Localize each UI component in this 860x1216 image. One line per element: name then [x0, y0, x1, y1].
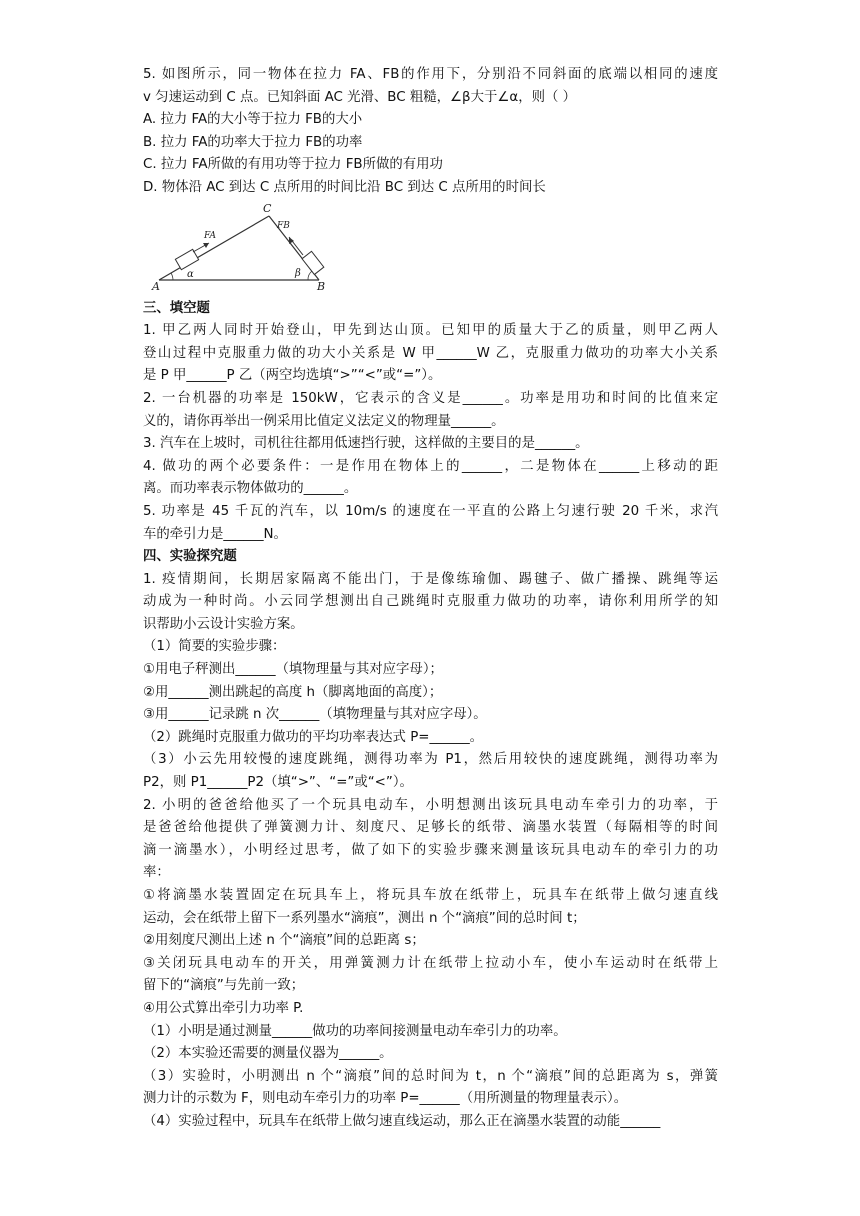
s4-q1-step3-line2: P2，则 P1______P2（填“>”、“=”或“<”）。	[143, 775, 413, 791]
s4-q2-step3-line1: ③关闭玩具电动车的开关，用弹簧测力计在纸带上拉动小车，使小车运动时在纸带上	[143, 955, 718, 971]
s4-q2-step1-line2: 运动，会在纸带上留下一系列墨水“滴痕”，测出 n 个“滴痕”间的总时间 t；	[143, 910, 586, 926]
s4-q1-line3: 识帮助小云设计实验方案。	[143, 616, 304, 632]
s3-q5-line2: 车的牵引力是______N。	[143, 526, 287, 542]
q5-option-d: D. 物体沿 AC 到达 C 点所用的时间比沿 BC 到达 C 点所用的时间长	[143, 179, 546, 195]
q5-stem-line1: 5. 如图所示，同一物体在拉力 FA、FB的作用下，分别沿不同斜面的底端以相同的速度	[143, 67, 718, 82]
s4-q1-step1b: ②用______测出跳起的高度 h（脚离地面的高度）；	[143, 684, 443, 700]
s4-q2-step3-line2: 留下的“滴痕”与先前一致；	[143, 978, 305, 994]
s3-q3-line1: 3. 汽车在上坡时，司机往往都用低速挡行驶，这样做的主要目的是______。	[143, 436, 589, 452]
s3-q4-line2: 离。而功率表示物体做功的______。	[143, 481, 358, 497]
s4-q2-part3-line1: （3）实验时，小明测出 n 个“滴痕”间的总时间为 t，n 个“滴痕”间的总距离为 s，弹簧	[143, 1068, 718, 1084]
s4-q1-step1: （1）简要的实验步骤：	[143, 639, 286, 655]
q5-option-a: A. 拉力 FA的大小等于拉力 FB的大小	[143, 112, 363, 128]
s4-q1-line1: 1. 疫情期间，长期居家隔离不能出门，于是像练瑜伽、踢毽子、做广播操、跳绳等运	[143, 571, 718, 587]
s3-q1-line1: 1. 甲乙两人同时开始登山，甲先到达山顶。已知甲的质量大于乙的质量，则甲乙两人	[143, 323, 718, 339]
s4-q2-line4: 率：	[143, 865, 170, 881]
s4-q2-part2: （2）本实验还需要的测量仪器为______。	[143, 1046, 393, 1062]
label-fa: FA	[204, 230, 216, 241]
s4-q2-part4: （4）实验过程中，玩具车在纸带上做匀速直线运动，那么正在滴墨水装置的动能______	[143, 1113, 661, 1129]
s4-q1-step2: （2）跳绳时克服重力做功的平均功率表达式 P=______。	[143, 729, 484, 745]
s4-q1-step3-line1: （3）小云先用较慢的速度跳绳，测得功率为 P1，然后用较快的速度跳绳，测得功率为	[143, 752, 718, 768]
s3-q2-line2: 义的，请你再举出一例采用比值定义法定义的物理量______。	[143, 413, 505, 429]
block-on-bc	[302, 251, 324, 274]
s4-q2-line2: 是爸爸给他提供了弹簧测力计、刻度尺、足够长的纸带、滴墨水装置（每隔相等的时间	[143, 820, 718, 836]
q5-option-c: C. 拉力 FA所做的有用功等于拉力 FB所做的有用功	[143, 157, 443, 173]
s4-q2-line3: 滴一滴墨水），小明经过思考，做了如下的实验步骤来测量该玩具电动车的牵引力的功	[143, 842, 718, 858]
s3-q1-line3: 是 P 甲______P 乙（两空均选填“>”“<”或“=”）。	[143, 368, 442, 384]
s4-q2-step1-line1: ①将滴墨水装置固定在玩具车上，将玩具车放在纸带上，玩具车在纸带上做匀速直线	[143, 888, 718, 903]
incline-ac	[159, 216, 269, 280]
incline-diagram	[149, 202, 329, 292]
s4-q1-step1c: ③用______记录跳 n 次______（填物理量与其对应字母）。	[143, 707, 487, 723]
label-c: C	[263, 201, 272, 215]
s3-q4-line1: 4. 做功的两个必要条件：一是作用在物体上的______，二是物体在______上移动的距	[143, 458, 718, 474]
block-on-ac	[175, 249, 198, 269]
s3-q5-line1: 5. 功率是 45 千瓦的汽车，以 10m/s 的速度在一平直的公路上匀速行驶 20 千米，求汽	[143, 503, 718, 519]
section3-heading: 三、填空题	[143, 300, 210, 316]
angle-alpha-arc	[171, 273, 173, 280]
s4-q1-line2: 动成为一种时尚。小云同学想测出自己跳绳时克服重力做功的功率，请你利用所学的知	[143, 594, 718, 610]
section4-heading: 四、实验探究题	[143, 549, 237, 565]
s4-q2-part3-line2: 测力计的示数为 F，则电动车牵引力的功率 P=______（用所测量的物理量表示）。	[143, 1091, 628, 1107]
q5-stem-line2: v 匀速运动到 C 点。已知斜面 AC 光滑、BC 粗糙，∠β大于∠α，则（ ）	[143, 89, 577, 105]
s4-q2-part1: （1）小明是通过测量______做功的功率间接测量电动车牵引力的功率。	[143, 1023, 567, 1039]
s4-q2-step2: ②用刻度尺测出上述 n 个“滴痕”间的总距离 s；	[143, 933, 425, 949]
angle-beta-arc	[308, 271, 312, 280]
s3-q2-line1: 2. 一台机器的功率是 150kW，它表示的含义是______。功率是用功和时间的比值来定	[143, 390, 718, 406]
s3-q1-line2: 登山过程中克服重力做的功大小关系是 W 甲______W 乙，克服重力做功的功率大小关系	[143, 345, 718, 361]
s4-q2-step4: ④用公式算出牵引力功率 P.	[143, 1000, 304, 1016]
label-alpha: α	[187, 268, 194, 280]
label-fb: FB	[277, 220, 290, 231]
label-a: A	[152, 279, 160, 292]
q5-option-b: B. 拉力 FA的功率大于拉力 FB的功率	[143, 134, 363, 150]
s4-q1-step1a: ①用电子秤测出______（填物理量与其对应字母）；	[143, 662, 443, 678]
worksheet-content	[143, 64, 718, 1134]
label-beta: β	[295, 267, 301, 279]
s4-q2-line1: 2. 小明的爸爸给他买了一个玩具电动车，小明想测出该玩具电动车牵引力的功率，于	[143, 797, 718, 813]
label-b: B	[317, 279, 326, 292]
